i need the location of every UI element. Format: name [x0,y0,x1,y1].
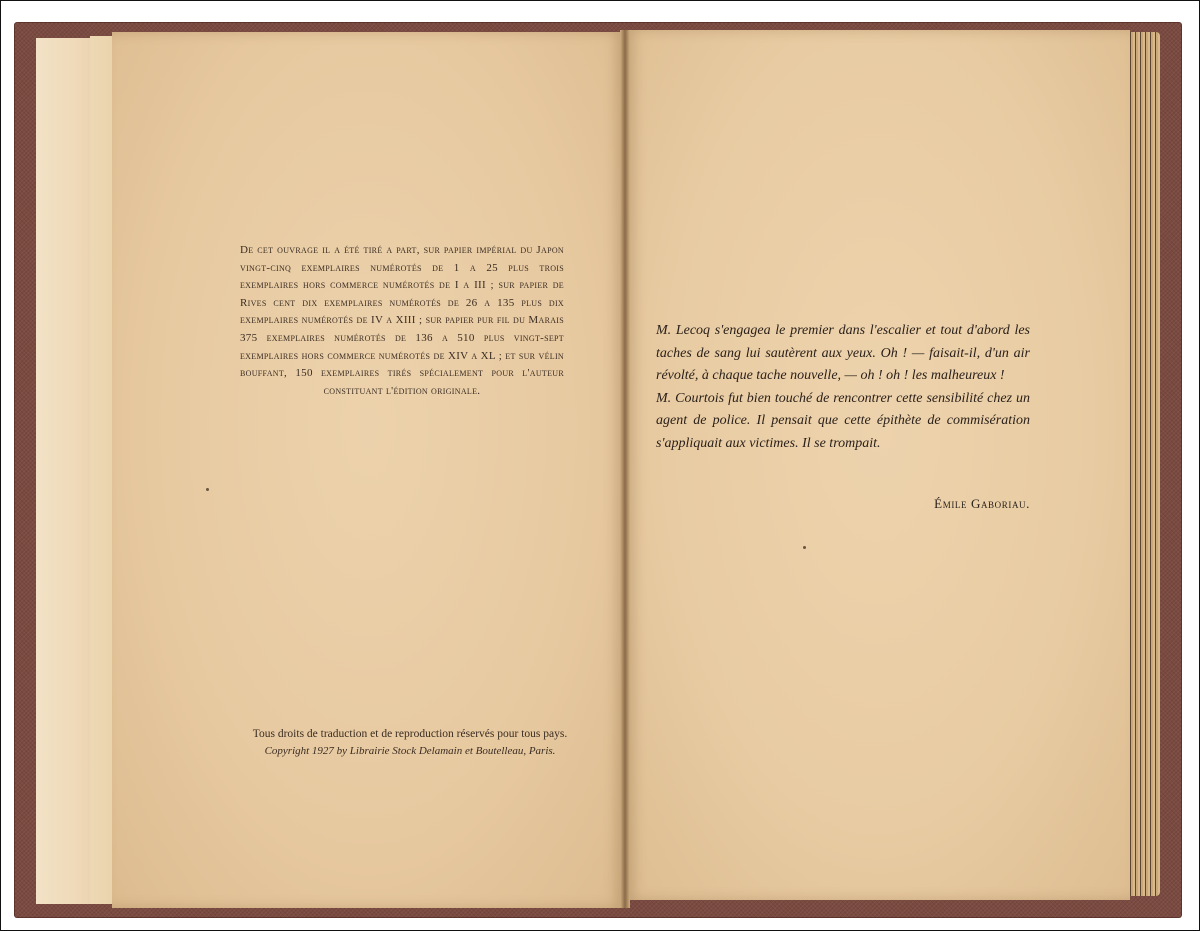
right-page [626,30,1130,900]
left-page [112,32,624,908]
rights-notice: Tous droits de traduction et de reproduction réservés pour tous pays. [252,728,568,740]
paper-speck [206,488,209,491]
epigraph-paragraph-2: M. Courtois fut bien touché de rencontrer cette sensibilité chez un agent de police. Il pensait que cette épithète de commisération s'appliquait aux victimes. Il se trompait. [656,390,1030,451]
paper-speck [803,546,806,549]
limitation-notice: De cet ouvrage il a été tiré a part, sur papier impérial du Japon vingt-cinq exemplaires numérotés de 1 a 25 plus trois exemplaires hors commerce numérotés de I a III ; sur papier de Rives cent dix exemplaires numérotés de 26 a 135 plus dix exemplaires numérotés de IV a XIII ; sur papier pur fil du Marais 375 exemplaires numérotés de 136 a 510 plus vingt-sept exemplaires hors commerce numérotés de XIV a XL ; et sur vélin bouffant, 150 exemplaires tirés spécialement pour l'auteur constituant l'édition originale. [240,244,564,397]
copyright-notice: Copyright 1927 by Librairie Stock Delamain et Boutelleau, Paris. [264,745,556,757]
epigraph-signature: Émile Gaboriau. [934,496,1030,511]
book-gutter [620,30,630,908]
epigraph-paragraph-1: M. Lecoq s'engagea le premier dans l'escalier et tout d'abord les taches de sang lui sautèrent aux yeux. Oh ! — faisait-il, d'un air révolté, à chaque tache nouvelle, — oh ! oh ! les malheureux ! [656,323,1030,383]
rights-block [212,726,608,760]
epigraph [656,320,1030,455]
